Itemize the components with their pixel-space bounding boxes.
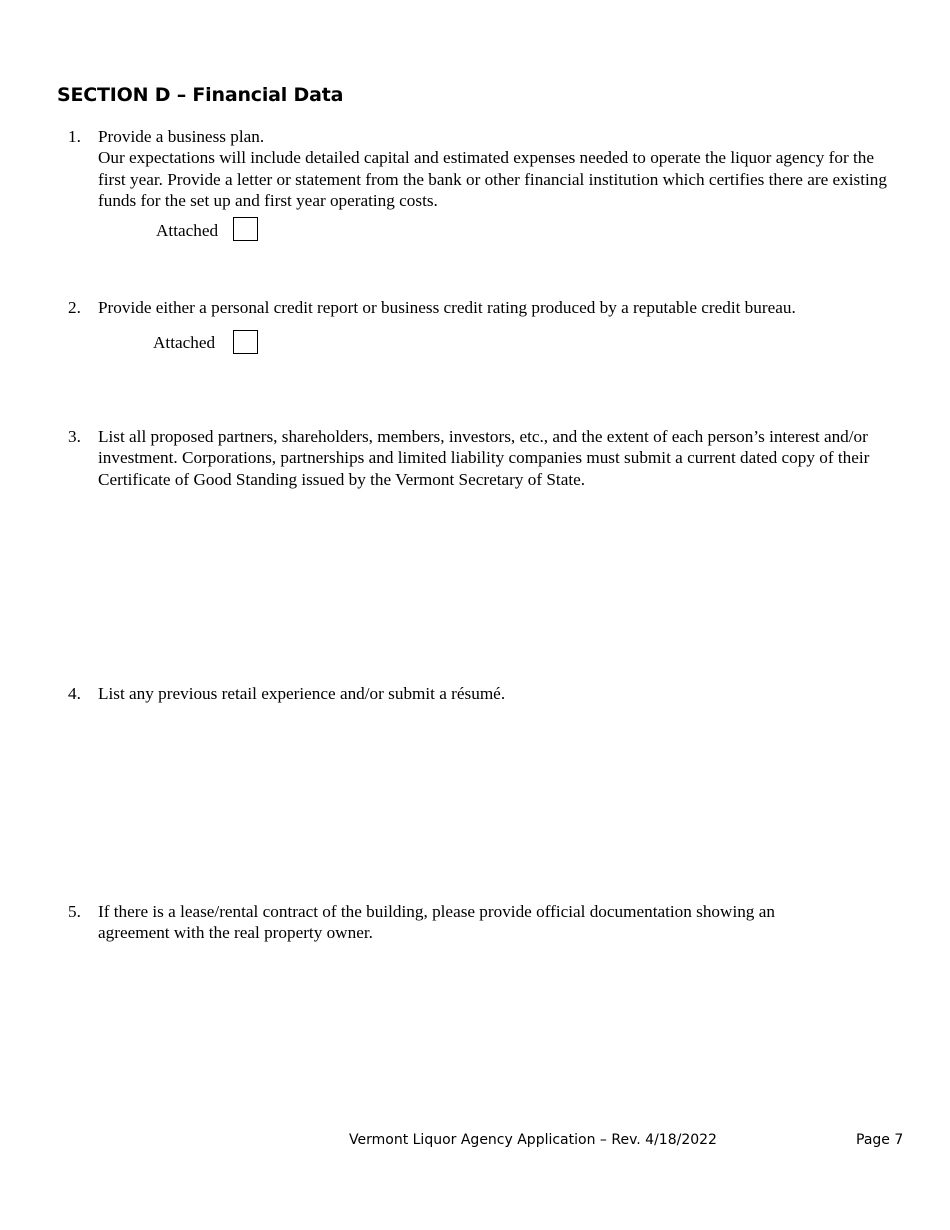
question-1-attached-checkbox[interactable] [233,217,258,241]
question-1-number: 1. [68,127,81,146]
question-4-number: 4. [68,684,81,703]
question-5-number: 5. [68,902,81,921]
question-2-number: 2. [68,298,81,317]
question-2-attached-checkbox[interactable] [233,330,258,354]
question-4-text [98,683,898,704]
question-1-text [98,126,898,212]
question-3-number: 3. [68,427,81,446]
question-1-body: Our expectations will include detailed capital and estimated expenses needed to operate the liquor agency for the first year. Provide a letter or statement from the bank or other financial institution which certifies there are existing funds for the set up and first year operating costs. [98,148,887,211]
question-4-title: List any previous retail experience and/or submit a résumé. [98,684,506,703]
question-5-title: If there is a lease/rental contract of the building, please provide official documentation showing an agreement with the real property owner. [98,902,775,943]
question-3-text [98,426,898,490]
footer-page-number: Page 7 [856,1132,904,1148]
question-1-attach-label: Attached [156,221,219,240]
section-heading: SECTION D – Financial Data [57,84,344,106]
question-3-title: List all proposed partners, shareholders, members, investors, etc., and the extent of each person’s interest and/or investment. Corporations, partnerships and limited liability companies must submit a current dated copy of their Certificate of Good Standing issued by the Vermont Secretary of State. [98,427,870,489]
question-5-text [98,901,843,944]
question-2-title: Provide either a personal credit report or business credit rating produced by a reputable credit bureau. [98,298,796,317]
question-2-attach-label: Attached [153,333,216,352]
footer-document-title: Vermont Liquor Agency Application – Rev. 4/18/2022 [349,1132,717,1148]
question-1-title: Provide a business plan. [98,127,265,146]
question-2-text [98,297,918,318]
